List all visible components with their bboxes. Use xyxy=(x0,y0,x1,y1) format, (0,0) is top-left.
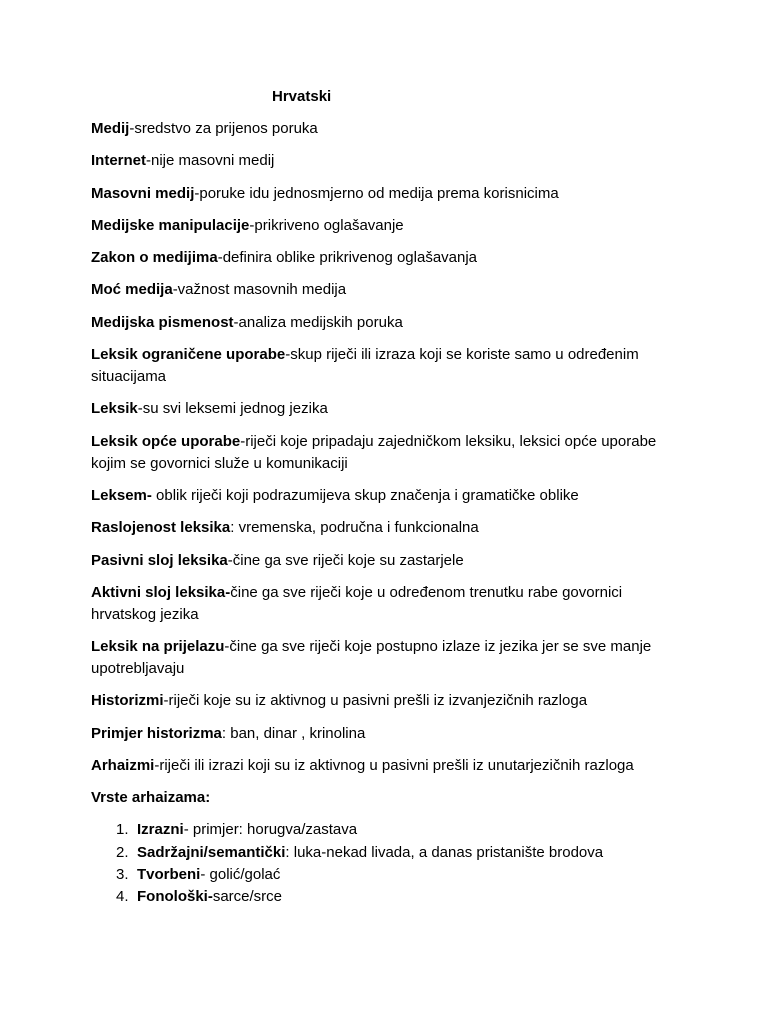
entry-term: Zakon o medijima xyxy=(91,249,218,267)
definition-entry xyxy=(91,118,681,140)
entry-term: Arhaizmi xyxy=(91,757,155,775)
entry-term: Leksik opće uporabe xyxy=(91,432,241,450)
list-number: 1. xyxy=(116,821,129,839)
definition-entry xyxy=(91,485,681,507)
entry-term: Primjer historizma xyxy=(91,724,222,742)
entry-term: Historizmi xyxy=(91,692,164,710)
list-text: - golić/golać xyxy=(200,865,281,883)
definition-entry xyxy=(91,344,681,388)
entry-term: Raslojenost leksika xyxy=(91,519,231,537)
entry-text: -riječi koje su iz aktivnog u pasivni prešli iz izvanjezičnih razloga xyxy=(163,692,588,710)
definition-entry xyxy=(91,398,681,420)
list-item xyxy=(91,819,681,841)
entry-term: Masovni medij xyxy=(91,184,195,202)
definition-entry xyxy=(91,215,681,237)
list-text: - primjer: horugva/zastava xyxy=(183,821,358,839)
entry-text: -važnost masovnih medija xyxy=(172,281,347,299)
entry-text: -čine ga sve riječi koje su zastarjele xyxy=(227,551,464,569)
list-item xyxy=(91,864,681,886)
definition-entry xyxy=(91,431,681,475)
entry-text: -čine ga sve riječi koje postupno izlaze iz jezika jer se sve manje upotrebljavaju xyxy=(91,638,652,678)
entry-term: Medij xyxy=(91,120,130,137)
entry-text: : vremenska, područna i funkcionalna xyxy=(230,519,479,537)
definition-entry xyxy=(91,183,681,205)
entry-text: -su svi leksemi jednog jezika xyxy=(137,400,328,418)
entry-text: -riječi koje pripadaju zajedničkom leksiku, leksici opće uporabe kojim se govornici služe u komunikaciji xyxy=(91,432,657,472)
list-number: 2. xyxy=(116,843,129,861)
entry-term: Leksik xyxy=(91,400,138,418)
definition-entry xyxy=(91,636,681,680)
entry-term: Pasivni sloj leksika xyxy=(91,551,228,569)
entry-term: Medijske manipulacije xyxy=(91,216,250,234)
archaisms-heading: Vrste arhaizama: xyxy=(91,789,211,807)
entry-text: -sredstvo za prijenos poruka xyxy=(129,120,318,137)
entry-term: Moć medija xyxy=(91,281,173,299)
list-text: : luka-nekad livada, a danas pristanište brodova xyxy=(285,843,604,861)
list-item xyxy=(91,886,681,908)
entry-term: Leksik na prijelazu xyxy=(91,638,225,656)
entry-term: Leksem- xyxy=(91,486,152,504)
list-number: 4. xyxy=(116,888,129,906)
list-text: sarce/srce xyxy=(212,888,283,906)
entry-term: Internet xyxy=(91,152,147,170)
archaisms-list xyxy=(91,819,681,908)
list-term: Sadržajni/semantički xyxy=(137,843,286,861)
entry-text: -poruke idu jednosmjerno od medija prema korisnicima xyxy=(194,184,559,202)
list-item xyxy=(91,842,681,864)
entry-term: Aktivni sloj leksika- xyxy=(91,583,231,601)
entry-text: : ban, dinar , krinolina xyxy=(221,724,366,742)
definition-entry xyxy=(91,550,681,572)
entry-text: -skup riječi ili izraza koji se koriste samo u određenim situacijama xyxy=(91,346,639,386)
definitions-list xyxy=(91,118,681,909)
definition-entry xyxy=(91,247,681,269)
definition-entry xyxy=(91,755,681,777)
entry-text: oblik riječi koji podrazumijeva skup značenja i gramatičke oblike xyxy=(151,486,579,504)
entry-text: čine ga sve riječi koje u određenom trenutku rabe govornici hrvatskog jezika xyxy=(91,583,623,623)
list-term: Izrazni xyxy=(137,821,184,839)
list-term: Tvorbeni xyxy=(137,865,201,883)
definition-entry xyxy=(91,517,681,539)
definition-entry xyxy=(91,582,681,626)
entry-term: Medijska pismenost xyxy=(91,313,234,331)
entry-text: -definira oblike prikrivenog oglašavanja xyxy=(217,249,478,267)
entry-text: -riječi ili izrazi koji su iz aktivnog u pasivni prešli iz unutarjezičnih razloga xyxy=(154,757,634,775)
definition-entry xyxy=(91,723,681,745)
list-term: Fonološki- xyxy=(137,888,213,906)
entry-text: -analiza medijskih poruka xyxy=(233,313,403,331)
list-number: 3. xyxy=(116,865,129,883)
entry-text: -prikriveno oglašavanje xyxy=(249,216,404,234)
document-title: Hrvatski xyxy=(272,88,332,105)
entry-term: Leksik ograničene uporabe xyxy=(91,346,286,364)
definition-entry xyxy=(91,279,681,301)
definition-entry xyxy=(91,690,681,712)
definition-entry xyxy=(91,312,681,334)
entry-text: -nije masovni medij xyxy=(146,152,275,170)
definition-entry xyxy=(91,150,681,172)
